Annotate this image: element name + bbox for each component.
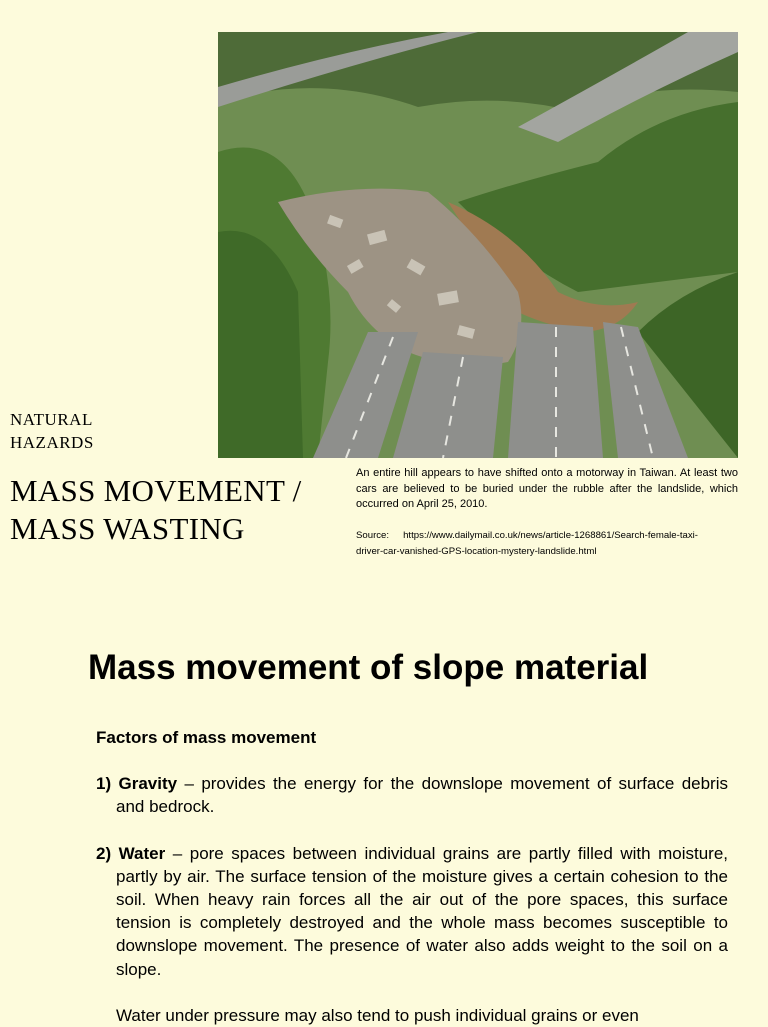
page-title-line-1: MASS MOVEMENT / [10, 473, 302, 508]
page-title [10, 472, 350, 548]
photo-source [356, 528, 738, 559]
page-title-line-2: MASS WASTING [10, 511, 245, 546]
factor-gravity-text: – provides the energy for the downslope movement of surface debris and bedrock. [116, 774, 728, 817]
factors-subheading: Factors of mass movement [96, 728, 317, 747]
landslide-photo [218, 32, 738, 458]
factor-gravity [96, 772, 728, 818]
photo-caption: An entire hill appears to have shifted onto a motorway in Taiwan. At least two cars are believed to be buried under the rubble after the landslide, which occurred on April 25, 2010. [356, 467, 738, 510]
source-url-line-2: driver-car-vanished-GPS-location-mystery-landslide.html [356, 545, 597, 557]
source-url-line-1: https://www.dailymail.co.uk/news/article-1268861/Search-female-taxi- [403, 530, 698, 541]
body-text [96, 726, 728, 1027]
section-heading: Mass movement of slope material [88, 648, 649, 687]
category-line-2: HAZARDS [10, 433, 94, 452]
landslide-illustration [218, 32, 738, 458]
category-label [10, 408, 94, 454]
factor-water-continued: Water under pressure may also tend to push individual grains or even [116, 1005, 639, 1025]
category-line-1: NATURAL [10, 410, 93, 429]
factor-gravity-label: 1) Gravity [96, 774, 178, 794]
factor-water-label: 2) Water [96, 843, 166, 863]
factor-water-text: – pore spaces between individual grains are partly filled with moisture, partly by air. The surface tension of the moisture gives a certain cohesion to the soil. When heavy rain forces all the air out of the pore spaces, this surface tension is completely destroyed and the whole mass becomes susceptible to downslope movement. The presence of water also adds weight to the soil on a slope. [116, 843, 728, 979]
source-label: Source: [356, 530, 390, 541]
factor-water [96, 842, 728, 981]
